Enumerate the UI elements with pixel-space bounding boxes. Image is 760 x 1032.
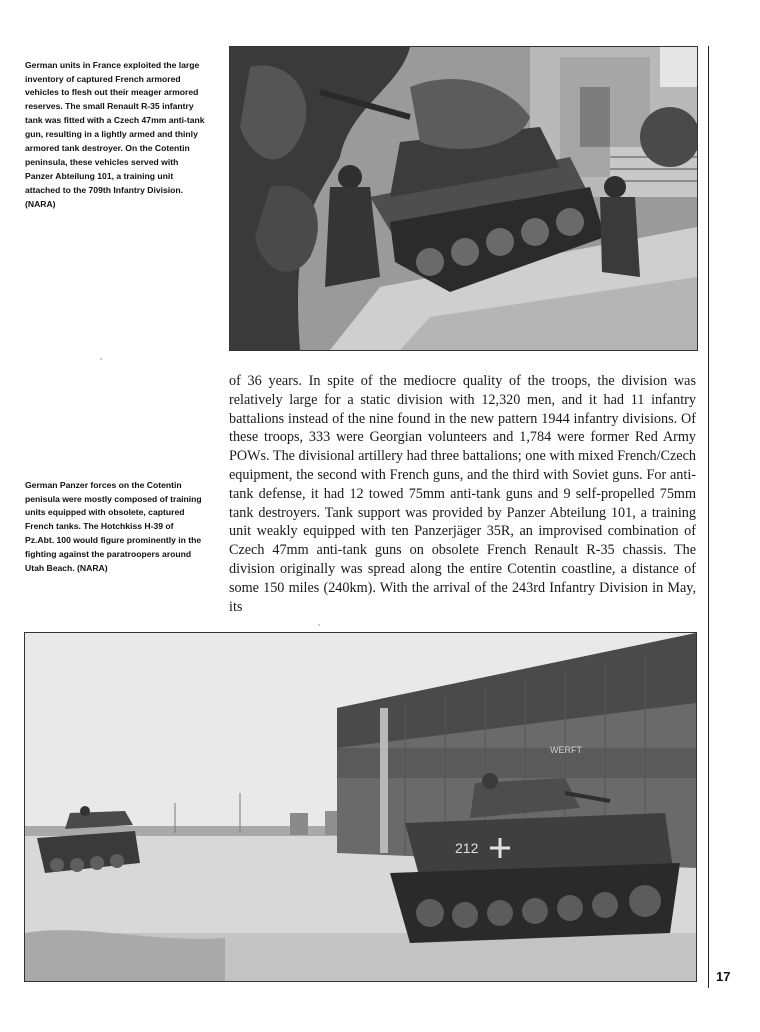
page-number: 17 — [716, 969, 731, 984]
scan-speck — [100, 358, 102, 360]
tank-destroyer-photo-illustration — [230, 47, 697, 350]
hangar-sign: WERFT — [550, 745, 582, 755]
hotchkiss-tanks-photo-illustration — [25, 633, 696, 981]
scan-speck — [318, 624, 320, 626]
body-text: of 36 years. In spite of the mediocre quality of the troops, the division was relatively large for a static division with 12,320 men, and it had 11 infantry battalions instead of the nine found in the new pattern 1944 infantry divisions. Of these troops, 333 were Georgian volunteers and 1,784 were former Red Army POWs. The divisional artillery had three battalions; one with mixed French/Czech equipment, the second with French guns, and the third with Soviet guns. For anti-tank defense, it had 12 towed 75mm anti-tank guns and 9 self-propelled 75mm tank destroyers. Tank support was provided by Panzer Abteilung 101, a training unit weakly equipped with ten Panzerjäger 35R, an improvised combination of Czech 47mm anti-tank guns on obsolete French Renault R-35 chassis. The division originally was spread along the entire Cotentin coastline, a distance of some 150 miles (240km). With the arrival of the 243rd Infantry Division in May, its — [229, 373, 696, 615]
tank-number-marking: 212 — [455, 840, 479, 856]
photo-caption-top: German units in France exploited the large inventory of captured French armored vehicles to flesh out their meager armored reserves. The small Renault R-35 infantry tank was fitted with a Czech 47mm anti-tank gun, resulting in a lightly armed and thinly armored tank destroyer. On the Cotentin peninsula, these vehicles served with Panzer Abteilung 101, a training unit attached to the 709th Infantry Division. (NARA) — [25, 59, 205, 209]
margin-rule — [708, 46, 709, 988]
photo-caption-middle: German Panzer forces on the Cotentin penisula were mostly composed of training units equipped with obsolete, captured French tanks. The Hotchkiss H-39 of Pz.Abt. 100 would figure prominently in the fighting against the paratroopers around Utah Beach. (NARA) — [25, 479, 202, 574]
photo-hotchkiss-tanks — [24, 632, 697, 982]
photo-tank-destroyer — [229, 46, 698, 351]
